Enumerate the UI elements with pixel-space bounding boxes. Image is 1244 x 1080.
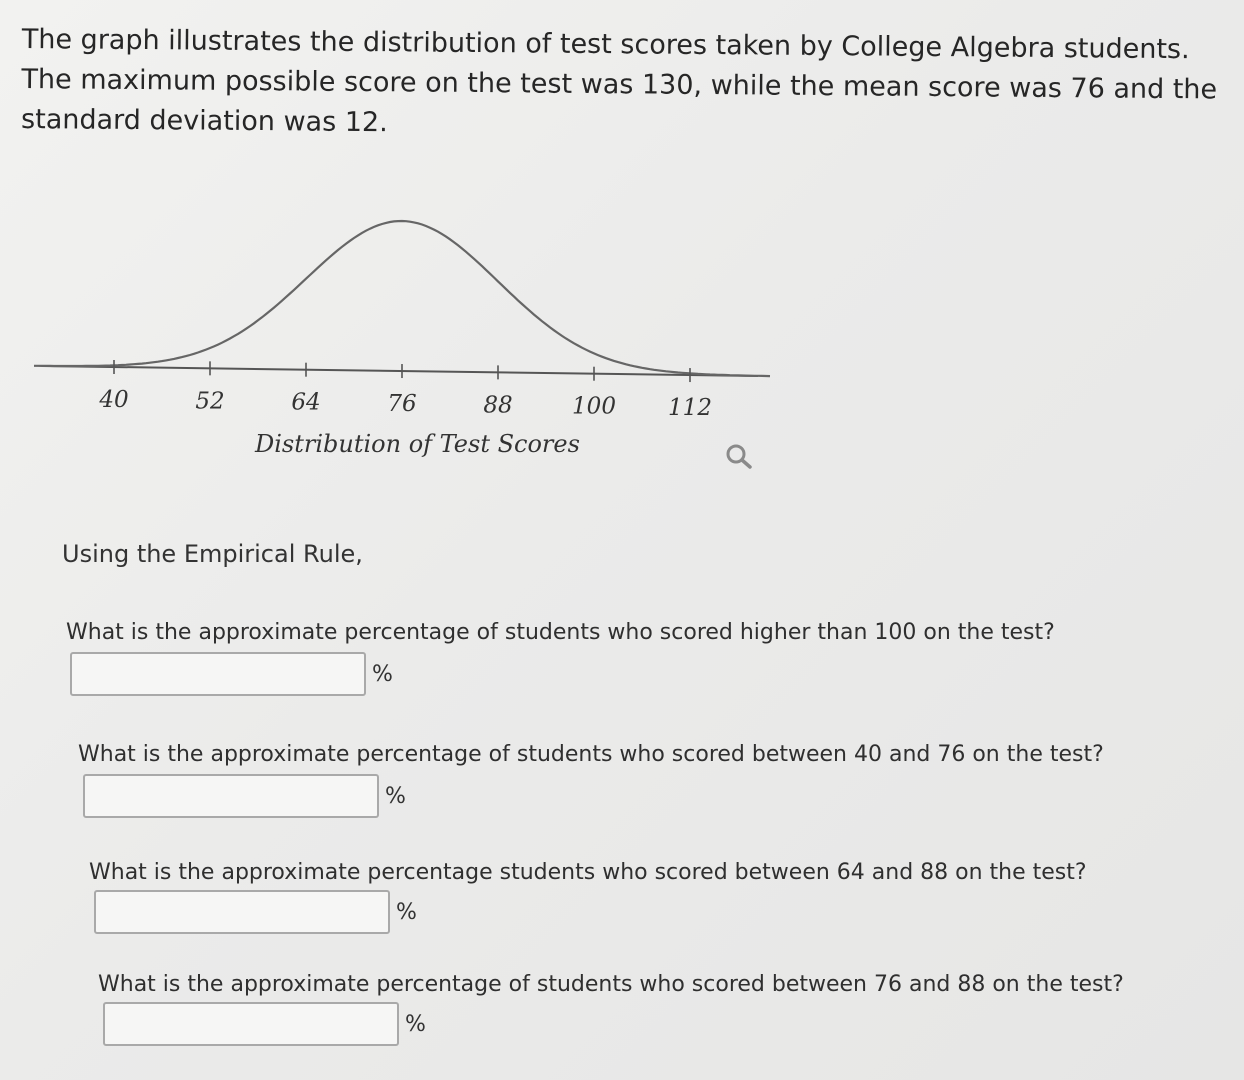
question-2-text: What is the approximate percentage of students who scored between 40 and 76 on the test? xyxy=(78,742,1104,767)
normal-distribution-graph xyxy=(0,190,800,490)
axis-ticks xyxy=(114,360,690,382)
question-3-input[interactable] xyxy=(94,890,390,934)
question-4-input[interactable] xyxy=(103,1002,399,1046)
x-axis xyxy=(42,366,758,376)
question-1-input[interactable] xyxy=(70,652,366,696)
question-4-answer xyxy=(103,1002,426,1046)
tick-label-100: 100 xyxy=(572,393,616,420)
tick-label-88: 88 xyxy=(483,392,513,419)
axis-tick-labels xyxy=(98,387,712,421)
question-3-answer xyxy=(94,890,417,934)
question-2-answer xyxy=(83,774,406,818)
question-1-text: What is the approximate percentage of students who scored higher than 100 on the test? xyxy=(66,620,1055,645)
tick-label-76: 76 xyxy=(387,391,417,418)
graph-title: Distribution of Test Scores xyxy=(255,430,580,458)
question-2-input[interactable] xyxy=(83,774,379,818)
question-1-unit: % xyxy=(372,661,393,687)
tick-label-64: 64 xyxy=(291,389,321,416)
distribution-chart xyxy=(0,190,800,490)
question-3-text: What is the approximate percentage students who scored between 64 and 88 on the test? xyxy=(89,860,1087,885)
question-2-unit: % xyxy=(385,783,406,809)
magnifier-icon[interactable] xyxy=(722,440,756,474)
problem-statement: The graph illustrates the distribution of test scores taken by College Algebra students. The maximum possible score on the test was 130, while the mean score was 76 and the standard deviation was 12. xyxy=(20,23,1218,139)
question-1-answer xyxy=(70,652,393,696)
normal-curve xyxy=(34,221,770,376)
tick-label-52: 52 xyxy=(195,388,225,415)
tick-label-112: 112 xyxy=(668,395,712,422)
question-3-unit: % xyxy=(396,899,417,925)
empirical-rule-intro: Using the Empirical Rule, xyxy=(62,540,363,568)
question-4-text: What is the approximate percentage of students who scored between 76 and 88 on the test? xyxy=(98,972,1124,997)
tick-label-40: 40 xyxy=(99,387,129,414)
question-4-unit: % xyxy=(405,1011,426,1037)
